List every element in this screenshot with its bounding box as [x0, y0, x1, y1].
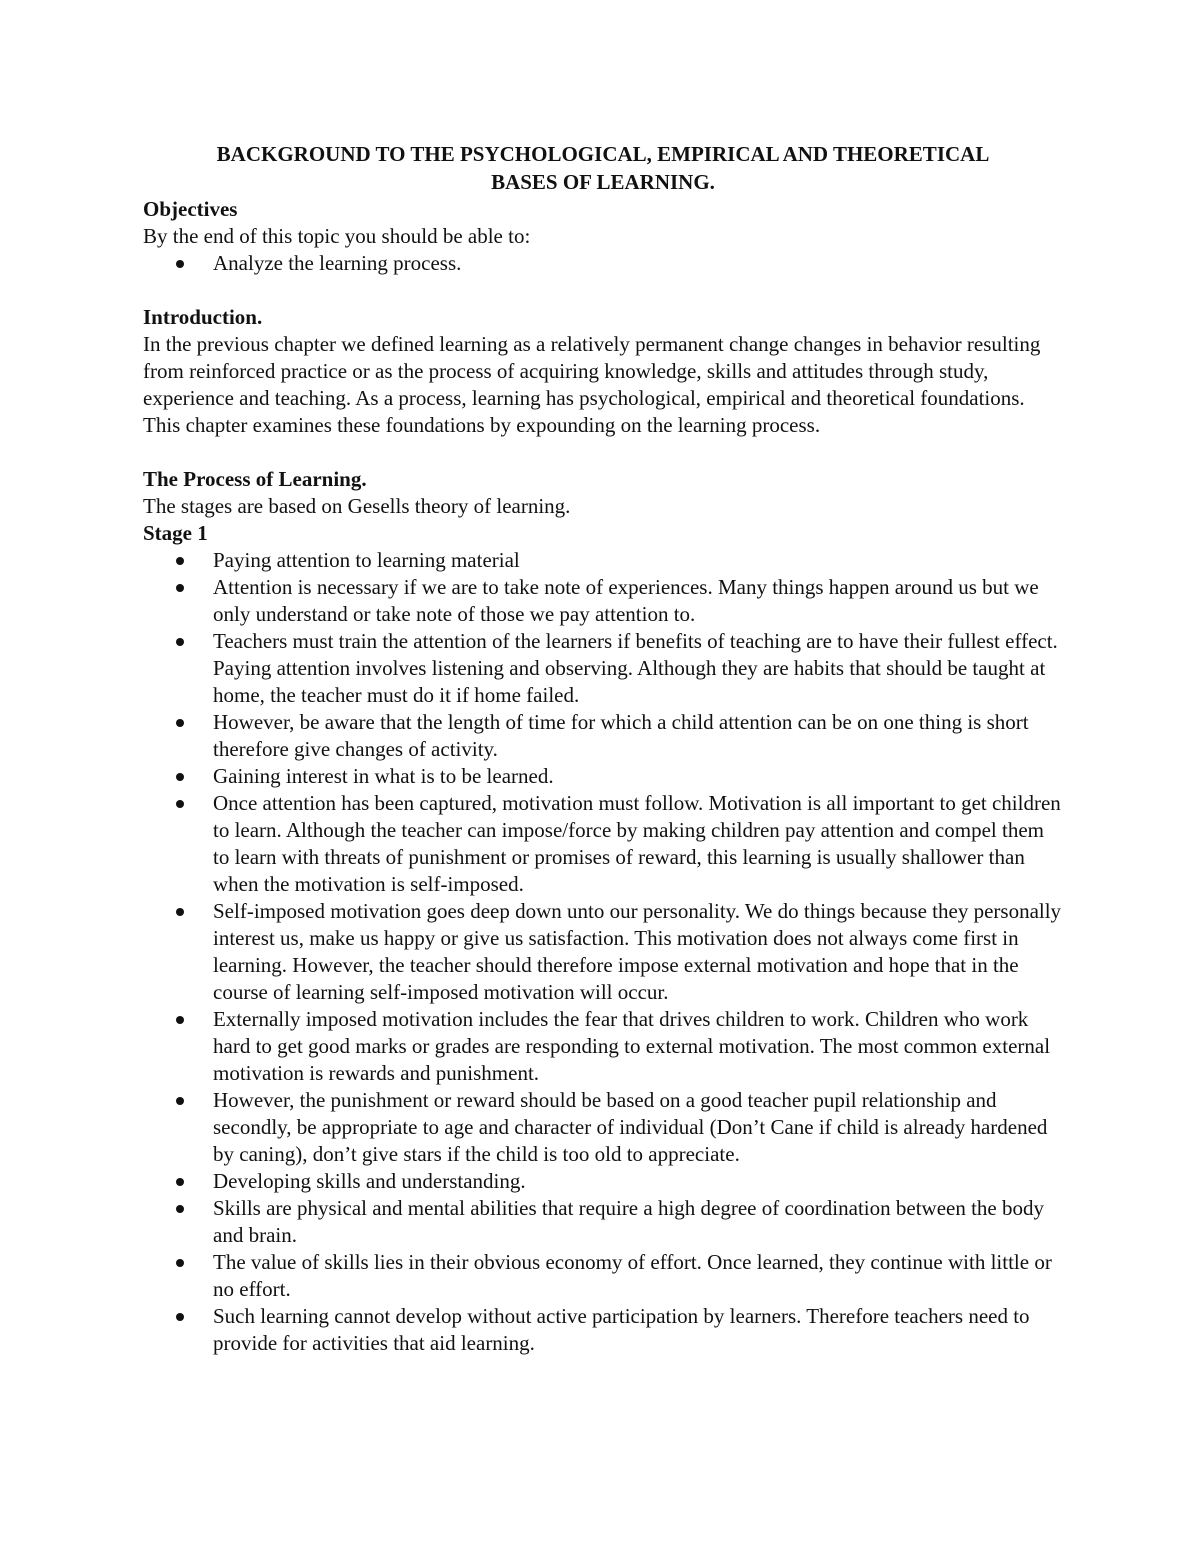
list-item [143, 1303, 1063, 1357]
process-intro: The stages are based on Gesells theory of learning. [143, 494, 571, 518]
bullet-icon [176, 557, 184, 565]
bullet-icon [176, 1016, 184, 1024]
objectives-intro: By the end of this topic you should be able to: [143, 224, 531, 248]
bullet-icon [176, 260, 184, 268]
list-item-text: The value of skills lies in their obvious economy of effort. Once learned, they continue with little or no effort. [213, 1250, 1052, 1301]
bullet-icon [176, 773, 184, 781]
spacer [143, 439, 1063, 466]
document-title [143, 140, 1063, 196]
list-item [143, 1087, 1063, 1168]
objectives-heading: Objectives [143, 197, 238, 221]
list-item [143, 763, 1063, 790]
list-item [143, 790, 1063, 898]
list-item-text: Once attention has been captured, motivation must follow. Motivation is all important to get children to learn. Although the teacher can impose/force by making children pay attention and compel them to learn with threats of punishment or promises of reward, this learning is usually shallower than when the motivation is self-imposed. [213, 791, 1061, 896]
title-line-2: BASES OF LEARNING. [491, 170, 715, 194]
bullet-icon [176, 1259, 184, 1267]
list-item [143, 709, 1063, 763]
bullet-icon [176, 638, 184, 646]
stage-1-heading: Stage 1 [143, 521, 208, 545]
list-item-text: Teachers must train the attention of the learners if benefits of teaching are to have their fullest effect. Paying attention involves listening and observing. Although they are habits that should be taught at home, the teacher must do it if home failed. [213, 629, 1058, 707]
list-item [143, 1249, 1063, 1303]
process-heading: The Process of Learning. [143, 467, 367, 491]
list-item-text: Analyze the learning process. [213, 251, 462, 275]
list-item-text: However, the punishment or reward should be based on a good teacher pupil relationship and secondly, be appropriate to age and character of individual (Don’t Cane if child is already hardened by caning), don’t give stars if the child is too old to appreciate. [213, 1088, 1048, 1166]
bullet-icon [176, 800, 184, 808]
bullet-icon [176, 1178, 184, 1186]
list-item [143, 250, 1063, 277]
list-item-text: Gaining interest in what is to be learned. [213, 764, 554, 788]
list-item [143, 1168, 1063, 1195]
bullet-icon [176, 584, 184, 592]
bullet-icon [176, 1205, 184, 1213]
list-item-text: Skills are physical and mental abilities that require a high degree of coordination between the body and brain. [213, 1196, 1044, 1247]
list-item-text: Externally imposed motivation includes the fear that drives children to work. Children who work hard to get good marks or grades are responding to external motivation. The most common external motivation is rewards and punishment. [213, 1007, 1051, 1085]
bullet-icon [176, 1313, 184, 1321]
list-item-text: Attention is necessary if we are to take note of experiences. Many things happen around us but we only understand or take note of those we pay attention to. [213, 575, 1039, 626]
bullet-icon [176, 908, 184, 916]
bullet-icon [176, 719, 184, 727]
list-item-text: Developing skills and understanding. [213, 1169, 526, 1193]
list-item [143, 628, 1063, 709]
document-body [143, 140, 1063, 1357]
list-item [143, 1006, 1063, 1087]
list-item-text: However, be aware that the length of time for which a child attention can be on one thing is short therefore give changes of activity. [213, 710, 1029, 761]
objectives-list [143, 250, 1063, 277]
list-item [143, 574, 1063, 628]
list-item [143, 898, 1063, 1006]
bullet-icon [176, 1097, 184, 1105]
list-item [143, 547, 1063, 574]
spacer [143, 277, 1063, 304]
list-item [143, 1195, 1063, 1249]
list-item-text: Paying attention to learning material [213, 548, 520, 572]
list-item-text: Self-imposed motivation goes deep down unto our personality. We do things because they personally interest us, make us happy or give us satisfaction. This motivation does not always come first in learning. However, the teacher should therefore impose external motivation and hope that in the course of learning self-imposed motivation will occur. [213, 899, 1062, 1004]
stage-1-list [143, 547, 1063, 1357]
introduction-paragraph: In the previous chapter we defined learning as a relatively permanent change changes in behavior resulting from reinforced practice or as the process of acquiring knowledge, skills and attitudes through study, experience and teaching. As a process, learning has psychological, empirical and theoretical foundations. This chapter examines these foundations by expounding on the learning process. [143, 332, 1041, 437]
list-item-text: Such learning cannot develop without active participation by learners. Therefore teachers need to provide for activities that aid learning. [213, 1304, 1030, 1355]
title-line-1: BACKGROUND TO THE PSYCHOLOGICAL, EMPIRICAL AND THEORETICAL [216, 142, 990, 166]
introduction-heading: Introduction. [143, 305, 263, 329]
